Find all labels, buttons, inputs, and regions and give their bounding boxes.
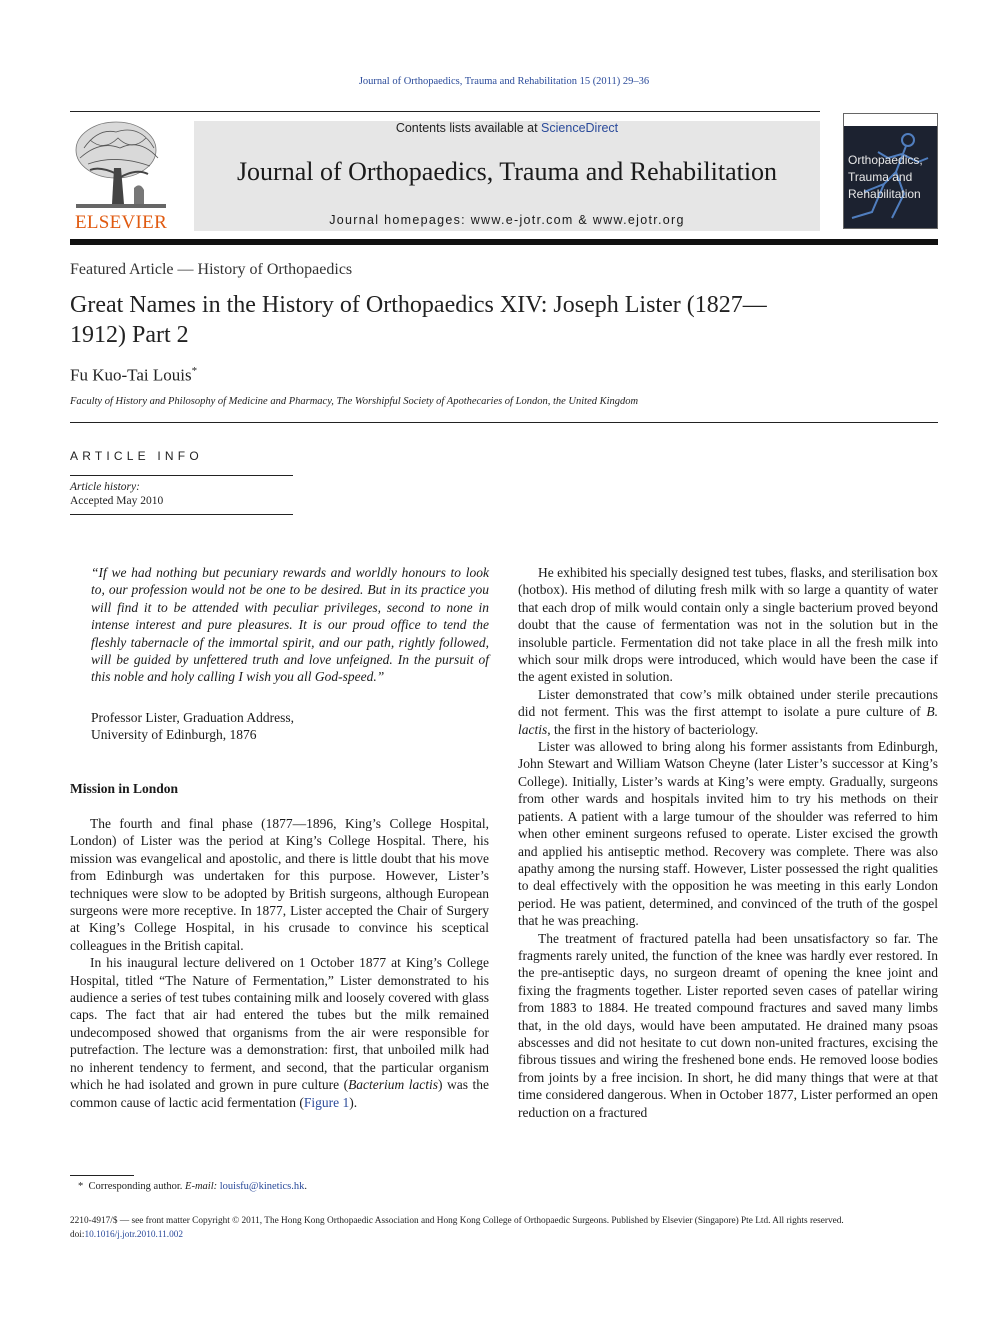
right-column-body — [518, 564, 938, 1121]
footnote-mark: * — [78, 1181, 84, 1192]
epigraph-source-line2: University of Edinburgh, 1876 — [91, 727, 257, 743]
article-author[interactable] — [70, 365, 197, 386]
footnote-rule — [70, 1175, 134, 1176]
copyright-line: 2210-4917/$ — see front matter Copyright © 2011, The Hong Kong Orthopaedic Association and Hong Kong College of Orthopaedic Surgeons. Published by Elsevier (Singapore) Pte Ltd. All rights reserved. — [70, 1216, 844, 1226]
section-heading: Mission in London — [70, 781, 179, 796]
header-rule — [70, 111, 820, 112]
article-info-rule-top — [70, 475, 293, 476]
elsevier-logo[interactable] — [70, 118, 172, 234]
article-info-heading: ARTICLE INFO — [70, 449, 203, 463]
article-section-label: Featured Article — History of Orthopaedics — [70, 261, 353, 278]
paragraph — [70, 954, 489, 1111]
sciencedirect-link[interactable]: ScienceDirect — [541, 121, 619, 135]
journal-name: Journal of Orthopaedics, Trauma and Rehabilitation — [236, 157, 778, 186]
article-title: Great Names in the History of Orthopaedics XIV: Joseph Lister (1827—1912) Part 2 — [70, 292, 767, 348]
doi-line — [70, 1228, 938, 1242]
figure-1-link[interactable]: Figure 1 — [303, 1094, 350, 1110]
journal-homepages[interactable]: Journal homepages: www.e-jotr.com & www.ejotr.org — [329, 213, 685, 227]
author-name[interactable]: Fu Kuo-Tai Louis — [70, 365, 192, 385]
journal-masthead — [194, 121, 820, 231]
masthead-divider — [70, 239, 938, 245]
doi-prefix: doi: — [70, 1230, 85, 1240]
paragraph — [518, 686, 938, 738]
paragraph-text: ) was the common cause of lactic acid fermentation ( — [70, 1077, 490, 1110]
corresponding-author-footnote — [78, 1181, 307, 1192]
paragraph-text: In his inaugural lecture delivered on 1 October 1877 at King’s College Hospital, titled “The Nature of Fermentation,” Lister demonstrated to his audience a series of test tubes containing milk and loosely covered with glass caps. The fact that air had entered the tubes but the milk remained undecomposed showed that organisms from the air were responsible for putrefaction. The lecture was a demonstration: first, that unboiled milk had no inherent tendency to ferment, and second, that the particular organism which he had isolated and grown in pure culture ( — [70, 955, 489, 1093]
article-history-label: Article history: — [70, 481, 140, 493]
epigraph-source-line1: Professor Lister, Graduation Address, — [91, 710, 295, 725]
email-label: E-mail: — [185, 1181, 220, 1192]
paragraph-text: Lister demonstrated that cow’s milk obtained under sterile precautions did not ferment. This was the first attempt to isolate a pure culture of — [518, 686, 938, 720]
cover-title: Orthopaedics, Trauma and Rehabilitation — [848, 153, 923, 201]
epigraph-source — [91, 709, 489, 744]
contents-prefix: Contents lists available at — [395, 121, 542, 135]
tree-icon — [70, 118, 172, 214]
footnote-end: . — [304, 1181, 307, 1192]
species-name: Bacterium lactis — [348, 1077, 439, 1093]
paragraph: He exhibited his specially designed test tubes, flasks, and sterilisation box (hotbox). His method of diluting fresh milk with so large a quantity of water that each drop of milk would contain only a single bacterium proved beyond doubt that the cause of fermentation was not in the solution but in the insoluble particle. Fermentation did not take place in all the fresh milk into which sour milk drops were introduced, which would have been the case if the agent existed in solution. — [518, 565, 938, 685]
paragraph: Lister was allowed to bring along his former assistants from Edinburgh, John Stewart and William Watson Cheyne (later Lister’s successor at King’s College). Initially, Lister’s wards at King’s were empty. Gradually, surgeons from other wards and hospitals invited him to try his methods on their patients. A patient with a large tumour of the shoulder was referred to him when other eminent surgeons refused to operate. Lister excised the growth and applied his antiseptic method. Recovery was complete. There was also apathy among the nursing staff. However, Lister possessed the right qualities to deal effectively with the opposition he was meeting in this early London period. He was patient, determined, and convinced of the truth of the gospel that he was preaching. — [518, 739, 938, 929]
footnote-label: Corresponding author. — [88, 1181, 186, 1192]
paragraph: The treatment of fractured patella had been unsatisfactory so far. The fragments rarely united, the function of the knee was hardly ever restored. In the pre-antiseptic days, no surgeon dreamt of opening the knee joint and fixing the fragments together. Lister reported seven cases of patellar wiring from 1883 to 1884. He treated compound fractures and saved many limbs that, in the old days, would have been amputated. He drained many psoas abscesses and did not hesitate to cut down non-united fractures, excising the fibrous tissues and wiring the freshened bone ends. He removed loose bodies from joints by a free incision. In short, he did many things that were at that time considered dangerous. When in October 1877, Lister performed an open reduction on a fractured — [518, 930, 938, 1120]
doi-link[interactable]: 10.1016/j.jotr.2010.11.002 — [84, 1230, 184, 1240]
author-affiliation: Faculty of History and Philosophy of Medicine and Pharmacy, The Worshipful Society of Apothecaries of London, the United Kingdom — [70, 396, 639, 407]
journal-citation[interactable]: Journal of Orthopaedics, Trauma and Rehabilitation 15 (2011) 29–36 — [358, 76, 650, 87]
article-header-rule — [70, 422, 938, 423]
paragraph-text: , the first in the history of bacteriology. — [547, 721, 759, 737]
epigraph-quote: “If we had nothing but pecuniary rewards and worldly honours to look to, our profession would not be one to be desired. But in its practice you will find it to be attended with peculiar privileges, second to none in intense interest and pure pleasures. It is our proud office to tend the fleshly tabernacle of the immortal spirit, and our path, rightly followed, will be guided by unfettered truth and love unfeigned. In the pursuit of this noble and holy calling I wish you all God-speed.” — [91, 565, 489, 685]
copyright-notice — [70, 1214, 938, 1242]
author-email-link[interactable]: louisfu@kinetics.hk — [219, 1181, 305, 1192]
journal-cover-thumbnail[interactable] — [843, 113, 938, 229]
elsevier-wordmark: ELSEVIER — [74, 212, 168, 233]
contents-availability — [194, 121, 820, 135]
paragraph: The fourth and final phase (1877—1896, King’s College Hospital, London) of Lister was the period at King’s College Hospital. There, his mission was evangelical and apostolic, and there is little doubt that his move from Edinburgh was undertaken for this purpose. However, Lister’s techniques were slow to be adopted by British surgeons, although European surgeons were more receptive. In 1877, Lister accepted the Chair of Surgery at King’s College Hospital, in his crusade to convince his sceptical colleagues in the British capital. — [70, 816, 489, 953]
corresponding-author-mark[interactable]: * — [191, 365, 198, 377]
paragraph-text: ). — [349, 1094, 358, 1110]
left-column-body — [70, 815, 489, 1111]
article-accepted-date: Accepted May 2010 — [70, 495, 164, 507]
species-name: B. lactis — [518, 704, 938, 737]
article-info-rule-bottom — [70, 514, 293, 515]
